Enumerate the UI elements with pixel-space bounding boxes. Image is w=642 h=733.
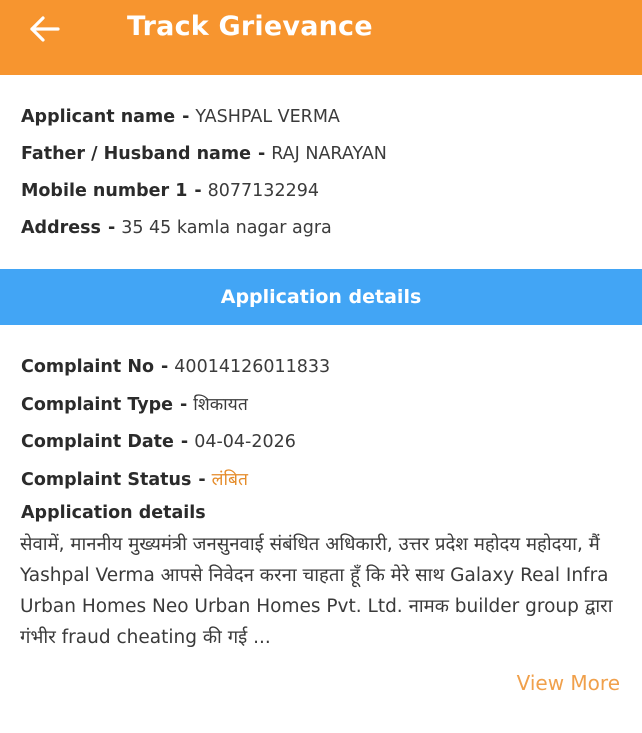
father-name-label: Father / Husband name	[21, 144, 251, 164]
section-title: Application details	[220, 286, 422, 308]
separator: -	[180, 432, 189, 452]
application-details-text: सेवामें, माननीय मुख्यमंत्री जनसुनवाई संबंधित अधिकारी, उत्तर प्रदेश महोदय महोदया, मैं Yashpal Verma आपसे निवेदन करना चाहता हूँ कि मेरे साथ Galaxy Real Infra Urban Homes Neo Urban Homes Pvt. Ltd. नामक builder group द्वारा गंभीर fraud cheating की गई ...	[20, 534, 613, 648]
complaint-info	[21, 355, 621, 505]
application-details-header	[0, 269, 642, 325]
applicant-name-row	[21, 105, 621, 129]
complaint-date-label: Complaint Date	[21, 432, 174, 452]
app-bar	[0, 0, 642, 75]
applicant-name-label: Applicant name	[21, 107, 176, 127]
back-button[interactable]	[28, 13, 64, 45]
separator: -	[182, 107, 190, 127]
separator: -	[194, 181, 202, 201]
separator: -	[198, 469, 206, 490]
address-label: Address	[21, 218, 101, 238]
father-name-row	[21, 142, 621, 166]
applicant-info	[21, 105, 621, 253]
mobile-row	[21, 179, 621, 203]
complaint-type-label: Complaint Type	[21, 394, 174, 415]
application-details-label: Application details	[21, 503, 206, 523]
complaint-type-row	[21, 393, 621, 417]
complaint-date-value: 04-04-2026	[194, 432, 296, 452]
complaint-status-row	[21, 468, 621, 492]
page-title: Track Grievance	[127, 11, 373, 42]
complaint-no-row	[21, 355, 621, 379]
address-row	[21, 216, 621, 240]
arrow-left-icon	[28, 13, 64, 45]
mobile-label: Mobile number 1	[21, 181, 188, 201]
complaint-date-row	[21, 430, 621, 454]
separator: -	[257, 144, 266, 164]
address-value: 35 45 kamla nagar agra	[121, 218, 332, 238]
view-more-link[interactable]: View More	[516, 671, 620, 695]
complaint-status-value: लंबित	[211, 469, 249, 490]
complaint-no-value: 40014126011833	[174, 357, 331, 377]
complaint-no-label: Complaint No	[21, 357, 155, 377]
complaint-type-value: शिकायत	[193, 394, 248, 415]
mobile-value: 8077132294	[207, 181, 319, 201]
separator: -	[180, 394, 188, 415]
separator: -	[107, 218, 116, 238]
complaint-status-label: Complaint Status	[21, 469, 192, 490]
applicant-name-value: YASHPAL VERMA	[195, 107, 340, 127]
father-name-value: RAJ NARAYAN	[271, 144, 387, 164]
separator: -	[161, 357, 169, 377]
